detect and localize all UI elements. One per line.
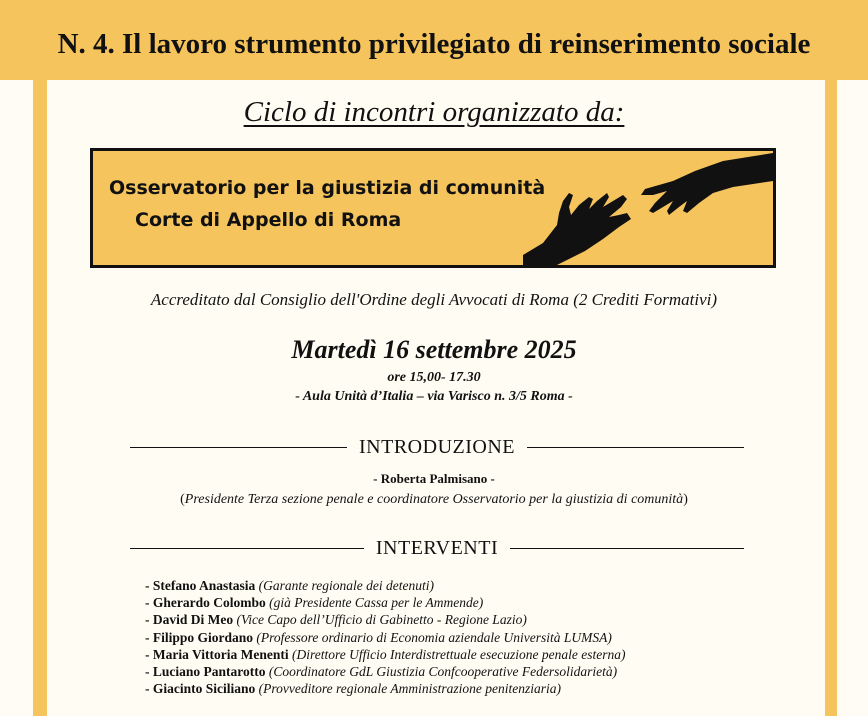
organizer-name: Osservatorio per la giustizia di comunità [109, 177, 546, 199]
divider [527, 447, 744, 448]
list-item [145, 646, 626, 663]
speaker-role: (Vice Capo dell’Ufficio di Gabinetto - Regione Lazio) [236, 612, 527, 628]
speaker-name: - Giacinto Siciliano [145, 681, 256, 697]
introduction-speaker: - Roberta Palmisano - [373, 471, 495, 486]
page-title: N. 4. Il lavoro strumento privilegiato di reinserimento sociale [57, 27, 811, 60]
introduction-heading-label: INTRODUZIONE [359, 436, 515, 458]
divider [130, 447, 347, 448]
introduction-speaker-role: (Presidente Terza sezione penale e coordinatore Osservatorio per la giustizia di comunità) [180, 492, 688, 507]
speaker-role: (Provveditore regionale Amministrazione penitenziaria) [258, 681, 561, 697]
event-date: Martedì 16 settembre 2025 [291, 335, 577, 364]
speaker-role: (Coordinatore GdL Giustizia Confcooperative Federsolidarietà) [268, 664, 618, 680]
speaker-name: - Filippo Giordano [145, 629, 254, 645]
interventions-heading-label: INTERVENTI [375, 537, 499, 559]
list-item [145, 594, 626, 611]
list-item [145, 577, 626, 594]
interventions-heading [130, 537, 744, 560]
speaker-list [145, 577, 626, 697]
speaker-role: (già Presidente Cassa per le Ammende) [269, 595, 484, 611]
event-time: ore 15,00- 17.30 [387, 370, 481, 385]
divider [130, 548, 364, 549]
speaker-name: - Stefano Anastasia [145, 578, 256, 593]
speaker-name: - David Di Meo [145, 612, 234, 628]
list-item [145, 680, 626, 697]
subtitle: Ciclo di incontri organizzato da: [243, 96, 625, 128]
divider [510, 548, 744, 549]
speaker-name: - Luciano Pantarotto [145, 664, 266, 680]
organizer-court: Corte di Appello di Roma [135, 209, 402, 231]
speaker-role: (Direttore Ufficio Interdistrettuale esecuzione penale esterna) [291, 646, 626, 662]
organizer-banner [90, 148, 776, 268]
speaker-name: - Maria Vittoria Menenti [145, 646, 289, 662]
reaching-hands-icon [523, 151, 773, 265]
list-item [145, 629, 626, 646]
speaker-role: (Professore ordinario di Economia aziendale Università LUMSA) [256, 629, 612, 645]
list-item [145, 611, 626, 628]
accreditation-note: Accreditato dal Consiglio dell'Ordine degli Avvocati di Roma (2 Crediti Formativi) [150, 290, 718, 309]
list-item [145, 663, 626, 680]
speaker-name: - Gherardo Colombo [145, 595, 266, 611]
event-place: - Aula Unità d’Italia – via Varisco n. 3/5 Roma - [295, 389, 573, 404]
speaker-role: (Garante regionale dei detenuti) [258, 578, 434, 593]
introduction-heading [130, 436, 744, 459]
